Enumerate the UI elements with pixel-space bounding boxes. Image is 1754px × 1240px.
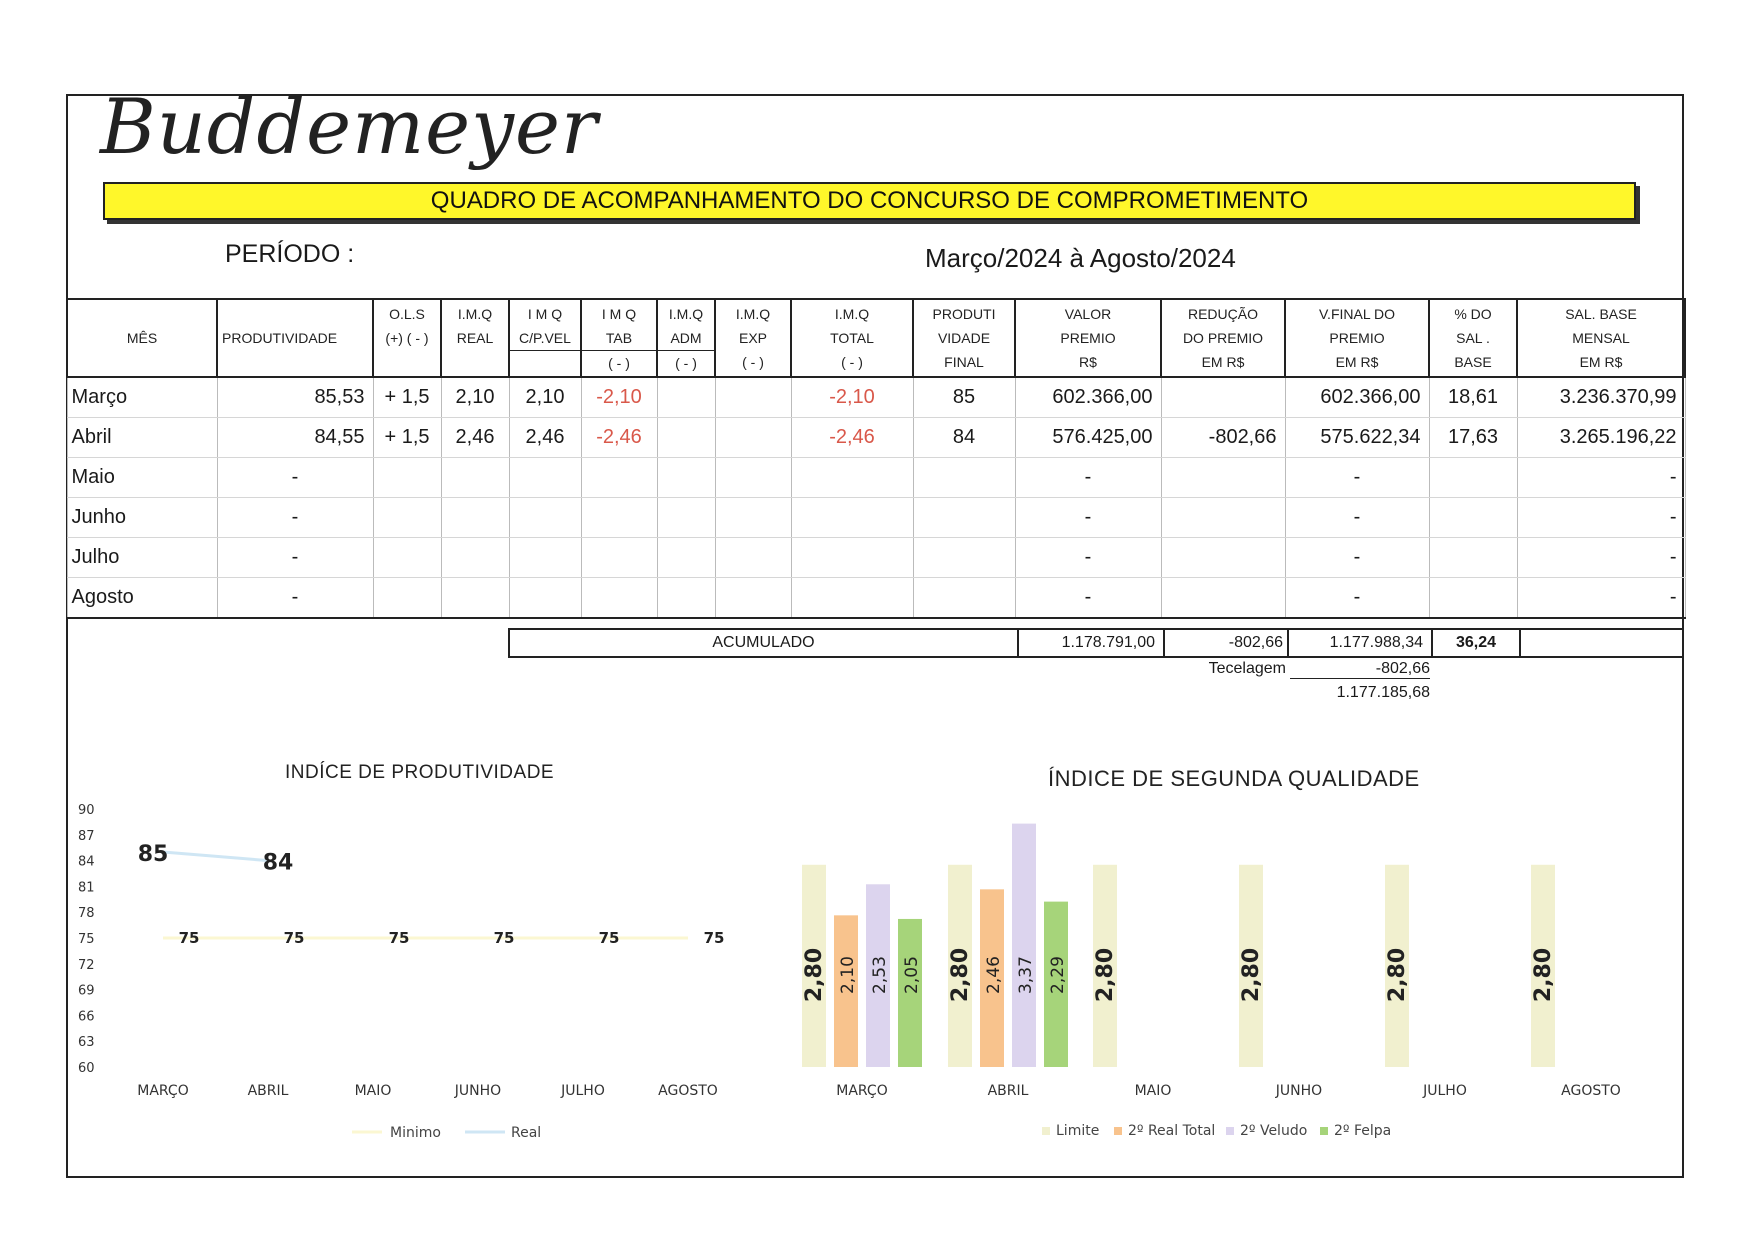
table-row bbox=[67, 578, 1685, 619]
cell-imq-real bbox=[441, 498, 509, 538]
cell-pct bbox=[1429, 538, 1517, 578]
cell-ols bbox=[373, 578, 441, 619]
cell-imq-exp bbox=[715, 578, 791, 619]
cell-pct: 18,61 bbox=[1429, 377, 1517, 418]
legend-swatch-3 bbox=[1320, 1127, 1328, 1135]
col-imq-exp: I.M.Q EXP ( - ) bbox=[715, 299, 791, 377]
y-tick-label: 72 bbox=[78, 957, 95, 973]
cell-imq-adm bbox=[657, 418, 715, 458]
cell-imq-tab bbox=[581, 538, 657, 578]
col-imq-adm: I.M.Q ADM ( - ) bbox=[657, 299, 715, 377]
cell-imq-tab bbox=[581, 458, 657, 498]
bar-data-label: 2,80 bbox=[802, 947, 827, 1003]
cell-valor: - bbox=[1015, 538, 1161, 578]
cell-ols bbox=[373, 498, 441, 538]
col-imq-cpvel: I M Q C/P.VEL bbox=[509, 299, 581, 377]
cell-imq-cpvel bbox=[509, 458, 581, 498]
cell-ols: + 1,5 bbox=[373, 377, 441, 418]
cell-imq-adm bbox=[657, 498, 715, 538]
cell-prod: - bbox=[217, 578, 373, 619]
y-tick-label: 69 bbox=[78, 983, 95, 999]
cell-imq-total bbox=[791, 578, 913, 619]
x-tick-label: JUNHO bbox=[454, 1083, 502, 1099]
cell-imq-adm bbox=[657, 578, 715, 619]
tecelagem-label: Tecelagem bbox=[1208, 660, 1286, 677]
cell-vfinal: - bbox=[1285, 538, 1429, 578]
col-pct-sal-base: % DO SAL . BASE bbox=[1429, 299, 1517, 377]
x-tick-label: JULHO bbox=[561, 1083, 605, 1099]
cell-imq-tab bbox=[581, 578, 657, 619]
x-tick-label: ABRIL bbox=[987, 1083, 1029, 1099]
table-row bbox=[67, 377, 1685, 418]
bar-data-label: 2,29 bbox=[1048, 956, 1068, 994]
y-tick-label: 78 bbox=[78, 906, 95, 922]
bar-data-label: 3,37 bbox=[1016, 956, 1036, 994]
minimo-data-label: 75 bbox=[598, 929, 620, 947]
x-tick-label: AGOSTO bbox=[1561, 1083, 1621, 1099]
cell-valor: 602.366,00 bbox=[1015, 377, 1161, 418]
cell-sal: - bbox=[1517, 578, 1685, 619]
cell-sal: - bbox=[1517, 538, 1685, 578]
col-ols: O.L.S (+) ( - ) bbox=[373, 299, 441, 377]
cell-mes: Maio bbox=[67, 458, 217, 498]
col-mes: MÊS bbox=[67, 299, 217, 377]
cell-prod: - bbox=[217, 498, 373, 538]
cell-imq-total bbox=[791, 458, 913, 498]
acumulado-valor: 1.178.791,00 bbox=[1019, 630, 1165, 656]
cell-imq-tab bbox=[581, 498, 657, 538]
periodo-value: Março/2024 à Agosto/2024 bbox=[925, 243, 1236, 273]
bar-data-label: 2,80 bbox=[1385, 947, 1410, 1003]
cell-vfinal: - bbox=[1285, 578, 1429, 619]
bar-data-label: 2,53 bbox=[870, 956, 890, 994]
x-tick-label: JULHO bbox=[1423, 1083, 1467, 1099]
contest-table bbox=[66, 298, 1686, 619]
col-sal-base-mensal: SAL. BASE MENSAL EM R$ bbox=[1517, 299, 1685, 377]
col-imq-real: I.M.Q REAL bbox=[441, 299, 509, 377]
cell-imq-exp bbox=[715, 418, 791, 458]
cell-mes: Março bbox=[67, 377, 217, 418]
cell-imq-total: -2,10 bbox=[791, 377, 913, 418]
cell-valor: 576.425,00 bbox=[1015, 418, 1161, 458]
cell-imq-total bbox=[791, 538, 913, 578]
cell-reducao bbox=[1161, 578, 1285, 619]
cell-imq-cpvel bbox=[509, 578, 581, 619]
cell-prod: - bbox=[217, 458, 373, 498]
periodo-label: PERÍODO : bbox=[225, 240, 355, 268]
cell-imq-real bbox=[441, 578, 509, 619]
cell-prod-final: 85 bbox=[913, 377, 1015, 418]
cell-prod: 85,53 bbox=[217, 377, 373, 418]
minimo-data-label: 75 bbox=[703, 929, 725, 947]
col-imq-total: I.M.Q TOTAL ( - ) bbox=[791, 299, 913, 377]
acumulado-vfinal: 1.177.988,34 bbox=[1289, 630, 1433, 656]
banner-title: QUADRO DE ACOMPANHAMENTO DO CONCURSO DE COMPROMETIMENTO bbox=[103, 182, 1636, 220]
cell-pct: 17,63 bbox=[1429, 418, 1517, 458]
x-tick-label: MAIO bbox=[354, 1083, 392, 1099]
x-tick-label: MAIO bbox=[1134, 1083, 1172, 1099]
cell-reducao bbox=[1161, 458, 1285, 498]
cell-imq-cpvel: 2,46 bbox=[509, 418, 581, 458]
table-header-row bbox=[67, 299, 1685, 377]
x-tick-label: ABRIL bbox=[247, 1083, 289, 1099]
legend-swatch-1 bbox=[1114, 1127, 1122, 1135]
cell-valor: - bbox=[1015, 498, 1161, 538]
y-tick-label: 60 bbox=[78, 1061, 95, 1076]
cell-imq-adm bbox=[657, 538, 715, 578]
cell-prod-final: 84 bbox=[913, 418, 1015, 458]
cell-mes: Julho bbox=[67, 538, 217, 578]
cell-imq-exp bbox=[715, 538, 791, 578]
table-row bbox=[67, 538, 1685, 578]
cell-valor: - bbox=[1015, 578, 1161, 619]
bar-data-label: 2,10 bbox=[838, 956, 858, 994]
table-row bbox=[67, 418, 1685, 458]
cell-imq-exp bbox=[715, 458, 791, 498]
bar-data-label: 2,80 bbox=[1093, 947, 1118, 1003]
col-valor-premio: VALOR PREMIO R$ bbox=[1015, 299, 1161, 377]
cell-vfinal: 602.366,00 bbox=[1285, 377, 1429, 418]
cell-imq-adm bbox=[657, 458, 715, 498]
cell-reducao bbox=[1161, 538, 1285, 578]
cell-mes: Agosto bbox=[67, 578, 217, 619]
legend-label-3: 2º Felpa bbox=[1334, 1123, 1392, 1139]
cell-pct bbox=[1429, 578, 1517, 619]
cell-prod-final bbox=[913, 578, 1015, 619]
col-imq-tab: I M Q TAB ( - ) bbox=[581, 299, 657, 377]
cell-imq-real: 2,46 bbox=[441, 418, 509, 458]
cell-vfinal: - bbox=[1285, 458, 1429, 498]
col-vfinal-premio: V.FINAL DO PREMIO EM R$ bbox=[1285, 299, 1429, 377]
cell-imq-cpvel bbox=[509, 498, 581, 538]
chart-qualidade-title: ÍNDICE DE SEGUNDA QUALIDADE bbox=[1048, 766, 1420, 791]
real-data-label: 85 bbox=[137, 842, 169, 867]
bar-data-label: 2,80 bbox=[1239, 947, 1264, 1003]
legend-swatch-0 bbox=[1042, 1127, 1050, 1135]
minimo-data-label: 75 bbox=[493, 929, 515, 947]
cell-prod-final bbox=[913, 498, 1015, 538]
tecelagem-total: 1.177.185,68 bbox=[1336, 684, 1430, 701]
cell-reducao bbox=[1161, 498, 1285, 538]
y-tick-label: 87 bbox=[78, 828, 95, 844]
cell-reducao: -802,66 bbox=[1161, 418, 1285, 458]
acumulado-pct: 36,24 bbox=[1433, 630, 1521, 656]
cell-pct bbox=[1429, 498, 1517, 538]
legend-real-label: Real bbox=[511, 1125, 542, 1141]
cell-mes: Junho bbox=[67, 498, 217, 538]
cell-ols bbox=[373, 458, 441, 498]
company-logo: Buddemeyer bbox=[100, 82, 599, 171]
cell-vfinal: 575.622,34 bbox=[1285, 418, 1429, 458]
cell-sal: - bbox=[1517, 498, 1685, 538]
cell-prod: 84,55 bbox=[217, 418, 373, 458]
cell-imq-total bbox=[791, 498, 913, 538]
table-row bbox=[67, 498, 1685, 538]
y-tick-label: 84 bbox=[78, 854, 95, 870]
cell-imq-real: 2,10 bbox=[441, 377, 509, 418]
y-tick-label: 66 bbox=[78, 1009, 95, 1025]
cell-imq-real bbox=[441, 458, 509, 498]
bar-data-label: 2,46 bbox=[984, 956, 1004, 994]
y-tick-label: 75 bbox=[78, 932, 95, 947]
cell-imq-exp bbox=[715, 377, 791, 418]
cell-prod-final bbox=[913, 538, 1015, 578]
cell-mes: Abril bbox=[67, 418, 217, 458]
cell-ols bbox=[373, 538, 441, 578]
cell-sal: 3.265.196,22 bbox=[1517, 418, 1685, 458]
x-tick-label: MARÇO bbox=[836, 1083, 888, 1099]
x-tick-label: JUNHO bbox=[1275, 1083, 1323, 1099]
cell-imq-real bbox=[441, 538, 509, 578]
cell-imq-tab: -2,46 bbox=[581, 418, 657, 458]
legend-label-0: Limite bbox=[1056, 1123, 1100, 1139]
bar-2-1 bbox=[1012, 824, 1036, 1067]
cell-sal: - bbox=[1517, 458, 1685, 498]
legend-label-2: 2º Veludo bbox=[1240, 1123, 1308, 1139]
cell-imq-cpvel bbox=[509, 538, 581, 578]
cell-sal: 3.236.370,99 bbox=[1517, 377, 1685, 418]
cell-reducao bbox=[1161, 377, 1285, 418]
minimo-data-label: 75 bbox=[388, 929, 410, 947]
acumulado-row bbox=[508, 628, 1684, 658]
cell-imq-total: -2,46 bbox=[791, 418, 913, 458]
acumulado-reducao: -802,66 bbox=[1165, 630, 1289, 656]
tecelagem-value: -802,66 bbox=[1290, 660, 1430, 679]
cell-vfinal: - bbox=[1285, 498, 1429, 538]
bar-data-label: 2,80 bbox=[1531, 947, 1556, 1003]
y-tick-label: 63 bbox=[78, 1035, 95, 1051]
legend-label-1: 2º Real Total bbox=[1128, 1123, 1216, 1139]
cell-imq-adm bbox=[657, 377, 715, 418]
minimo-data-label: 75 bbox=[283, 929, 305, 947]
bar-data-label: 2,80 bbox=[948, 947, 973, 1003]
col-reducao-premio: REDUÇÃO DO PREMIO EM R$ bbox=[1161, 299, 1285, 377]
cell-valor: - bbox=[1015, 458, 1161, 498]
x-tick-label: MARÇO bbox=[137, 1083, 189, 1099]
cell-prod-final bbox=[913, 458, 1015, 498]
y-tick-label: 81 bbox=[78, 880, 95, 896]
minimo-data-label: 75 bbox=[178, 929, 200, 947]
chart-produtividade bbox=[70, 790, 760, 1150]
col-produtividade-final: PRODUTI VIDADE FINAL bbox=[913, 299, 1015, 377]
legend-minimo-label: Minimo bbox=[390, 1125, 441, 1141]
cell-prod: - bbox=[217, 538, 373, 578]
cell-imq-tab: -2,10 bbox=[581, 377, 657, 418]
legend-swatch-2 bbox=[1226, 1127, 1234, 1135]
series-real-line bbox=[163, 852, 268, 861]
cell-imq-cpvel: 2,10 bbox=[509, 377, 581, 418]
acumulado-label: ACUMULADO bbox=[510, 630, 1019, 656]
col-produtividade: PRODUTIVIDADE bbox=[217, 299, 373, 377]
cell-pct bbox=[1429, 458, 1517, 498]
cell-imq-exp bbox=[715, 498, 791, 538]
table-row bbox=[67, 458, 1685, 498]
real-data-label: 84 bbox=[262, 850, 294, 876]
bar-data-label: 2,05 bbox=[902, 956, 922, 994]
cell-ols: + 1,5 bbox=[373, 418, 441, 458]
chart-segunda-qualidade bbox=[770, 790, 1650, 1150]
x-tick-label: AGOSTO bbox=[658, 1083, 718, 1099]
y-tick-label: 90 bbox=[78, 803, 95, 818]
chart-produtividade-title: INDÍCE DE PRODUTIVIDADE bbox=[285, 762, 555, 783]
